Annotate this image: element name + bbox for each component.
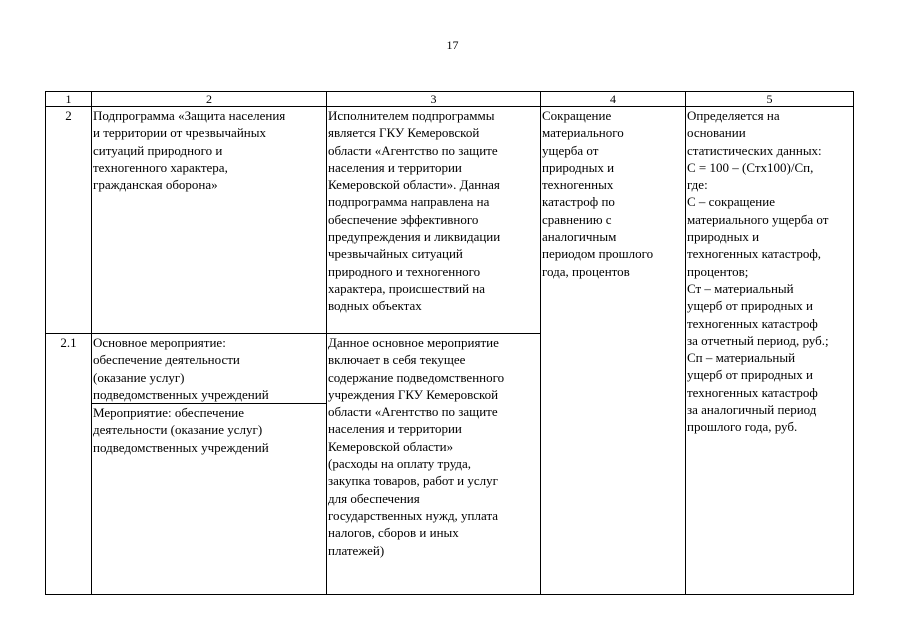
text-line: С = 100 – (Стх100)/Сп,: [687, 159, 814, 175]
text-line: обеспечение деятельности: [93, 352, 240, 368]
text-line: ситуаций природного и: [93, 142, 223, 158]
text-line: является ГКУ Кемеровской: [328, 125, 480, 141]
text-line: сравнению с: [542, 211, 612, 227]
text-line: деятельности (оказание услуг): [93, 422, 263, 438]
text-line: природных и: [542, 159, 615, 175]
header-col-2: 2: [92, 92, 327, 107]
text-line: катастроф по: [542, 194, 615, 210]
text-line: области «Агентство по защите: [328, 404, 498, 420]
text-line: за отчетный период, руб.;: [687, 332, 829, 348]
text-line: ущерб от природных и: [687, 298, 813, 314]
text-line: закупка товаров, работ и услуг: [328, 473, 498, 489]
text-line: области «Агентство по защите: [328, 142, 498, 158]
text-line: чрезвычайных ситуаций: [328, 246, 463, 262]
header-row: [46, 92, 854, 107]
text-line: техногенного характера,: [93, 159, 228, 175]
text-line: техногенных катастроф: [687, 384, 818, 400]
text-line: за аналогичный период: [687, 402, 817, 418]
text-line: обеспечение эффективного: [328, 211, 479, 227]
text-line: ущерба от: [542, 142, 599, 158]
text-line: процентов;: [687, 263, 749, 279]
text-line: подпрограмма направлена на: [328, 194, 490, 210]
header-col-3: 3: [327, 92, 541, 107]
text-line: техногенных катастроф,: [687, 246, 822, 262]
text-line: техногенных катастроф: [687, 315, 818, 331]
subprogram-description-cell: [327, 107, 541, 334]
text-line: содержание подведомственного: [328, 369, 505, 385]
text-line: материального: [542, 125, 624, 141]
text-line: населения и территории: [328, 421, 462, 437]
text-line: для обеспечения: [328, 490, 420, 506]
text-line: Сп – материальный: [687, 350, 796, 366]
text-line: населения и территории: [328, 159, 462, 175]
text-line: Сокращение: [542, 108, 612, 123]
text-line: ущерб от природных и: [687, 367, 813, 383]
text-line: Подпрограмма «Защита населения: [93, 108, 286, 123]
row-number: 2.1: [46, 334, 92, 595]
text-line: прошлого года, руб.: [687, 419, 798, 435]
page-number: 17: [446, 38, 459, 52]
text-line: природных и: [687, 229, 760, 245]
text-line: водных объектах: [328, 298, 422, 314]
row-number: 2: [46, 107, 92, 334]
subprogram-name-cell: [92, 107, 327, 334]
text-line: налогов, сборов и иных: [328, 525, 459, 541]
text-line: основании: [687, 125, 746, 141]
text-line: Определяется на: [687, 108, 780, 123]
main-activity-name-cell: [92, 334, 327, 404]
text-line: гражданская оборона»: [93, 177, 218, 193]
text-line: государственных нужд, уплата: [328, 507, 499, 523]
text-line: Данное основное мероприятие: [328, 335, 499, 350]
text-line: учреждения ГКУ Кемеровской: [328, 386, 499, 402]
header-col-4: 4: [541, 92, 686, 107]
calculation-method-cell: [686, 107, 854, 595]
text-line: и территории от чрезвычайных: [93, 125, 266, 141]
text-line: (расходы на оплату труда,: [328, 456, 472, 472]
header-col-1: 1: [46, 92, 92, 107]
text-line: С – сокращение: [687, 194, 775, 210]
text-line: Мероприятие: обеспечение: [93, 405, 245, 421]
main-activity-description-cell: [327, 334, 541, 595]
text-line: статистических данных:: [687, 142, 822, 158]
text-line: Кемеровской области». Данная: [328, 177, 500, 193]
text-line: природного и техногенного: [328, 263, 481, 279]
text-line: периодом прошлого: [542, 246, 654, 262]
text-line: где:: [687, 177, 708, 193]
text-line: Ст – материальный: [687, 280, 794, 296]
text-line: предупреждения и ликвидации: [328, 229, 501, 245]
text-line: техногенных: [542, 177, 614, 193]
text-line: Кемеровской области»: [328, 438, 454, 454]
text-line: включает в себя текущее: [328, 352, 466, 368]
text-line: материального ущерба от: [687, 211, 829, 227]
header-col-5: 5: [686, 92, 854, 107]
text-line: характера, происшествий на: [328, 280, 486, 296]
activity-name-cell: [92, 404, 327, 595]
text-line: года, процентов: [542, 263, 630, 279]
text-line: (оказание услуг): [93, 369, 185, 385]
text-line: Основное мероприятие:: [93, 335, 226, 350]
table-row-subprogram: [46, 107, 854, 334]
text-line: Исполнителем подпрограммы: [328, 108, 495, 123]
text-line: подведомственных учреждений: [93, 386, 269, 402]
text-line: платежей): [328, 542, 385, 558]
text-line: подведомственных учреждений: [93, 439, 269, 455]
text-line: аналогичным: [542, 229, 617, 245]
indicator-name-cell: [541, 107, 686, 595]
program-table: [45, 91, 854, 595]
